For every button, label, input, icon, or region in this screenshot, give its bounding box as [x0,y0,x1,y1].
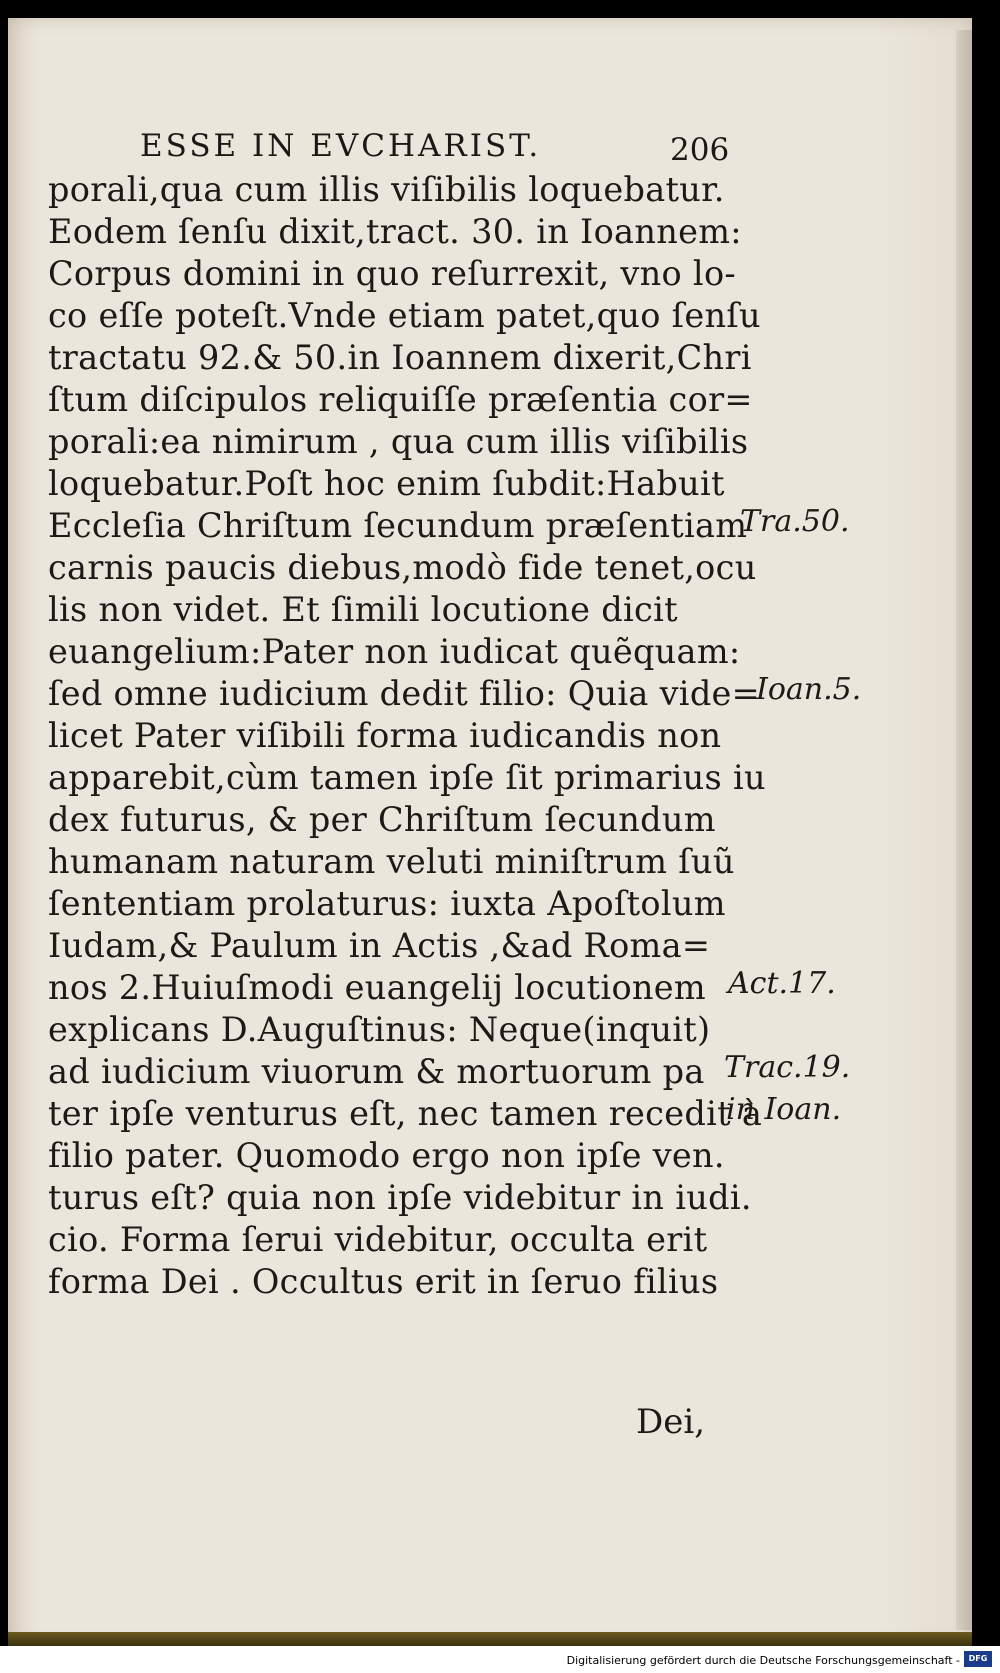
text-line: Iudam,& Paulum in Actis ,&ad Roma= [48,926,711,965]
text-line: loquebatur.Poſt hoc enim ſubdit:Habuit [48,464,725,503]
text-line: cio. Forma ſerui videbitur, occulta erit [48,1220,708,1259]
text-line: Eccleſia Chriſtum ſecundum præſentiam [48,506,748,545]
marginal-note: Tra.50. [740,504,850,539]
funding-credit: Digitalisierung gefördert durch die Deutsche Forschungsgemeinschaft - [566,1654,960,1667]
text-line: Corpus domini in quo reſurrexit, vno lo- [48,254,737,293]
text-line: forma Dei . Occultus erit in ſeruo filius [48,1262,719,1301]
page-edge-bottom [8,1632,972,1646]
text-line: co eſſe poteſt.Vnde etiam patet,quo ſenſu [48,296,761,335]
text-line: ad iudicium viuorum & mortuorum pa [48,1052,705,1091]
marginal-note: Ioan.5. [756,672,862,707]
text-line: ter ipſe venturus eſt, nec tamen recedit à [48,1094,763,1133]
text-line: Eodem ſenſu dixit,tract. 30. in Ioannem: [48,212,742,251]
text-line: turus eſt? quia non ipſe videbitur in iudi. [48,1178,752,1217]
text-line: porali:ea nimirum , qua cum illis viſibilis [48,422,749,461]
text-line: tractatu 92.& 50.in Ioannem dixerit,Chri [48,338,752,377]
marginal-note: Trac.19. [724,1050,851,1085]
text-line: apparebit,cùm tamen ipſe ſit primarius iu [48,758,766,797]
scan-frame-top [0,0,1000,18]
catchword: Dei, [636,1402,706,1442]
dfg-logo: DFG [964,1651,992,1667]
marginal-note: Act.17. [728,966,836,1001]
text-line: lis non videt. Et ſimili locutione dicit [48,590,678,629]
running-head: ESSE IN EVCHARIST. [140,128,542,164]
text-line: humanam naturam veluti miniſtrum ſuũ [48,842,735,881]
marginal-note: in Ioan. [726,1092,842,1127]
text-line: porali,qua cum illis viſibilis loquebatur. [48,170,725,209]
text-line: filio pater. Quomodo ergo non ipſe ven. [48,1136,725,1175]
text-line: euangelium:Pater non iudicat quẽquam: [48,632,741,671]
text-line: nos 2.Huiuſmodi euangelij locutionem [48,968,706,1007]
text-line: ſtum diſcipulos reliquiſſe præſentia cor= [48,380,753,419]
text-line: licet Pater viſibili forma iudicandis non [48,716,722,755]
text-line: explicans D.Auguſtinus: Neque(inquit) [48,1010,711,1049]
text-line: dex futurus, & per Chriſtum ſecundum [48,800,716,839]
page-edge-right [956,30,972,1630]
text-line: ſed omne iudicium dedit filio: Quia vide= [48,674,761,713]
text-line: ſententiam prolaturus: iuxta Apoſtolum [48,884,726,923]
text-line: carnis paucis diebus,modò fide tenet,ocu [48,548,757,587]
page-number: 206 [670,132,730,168]
